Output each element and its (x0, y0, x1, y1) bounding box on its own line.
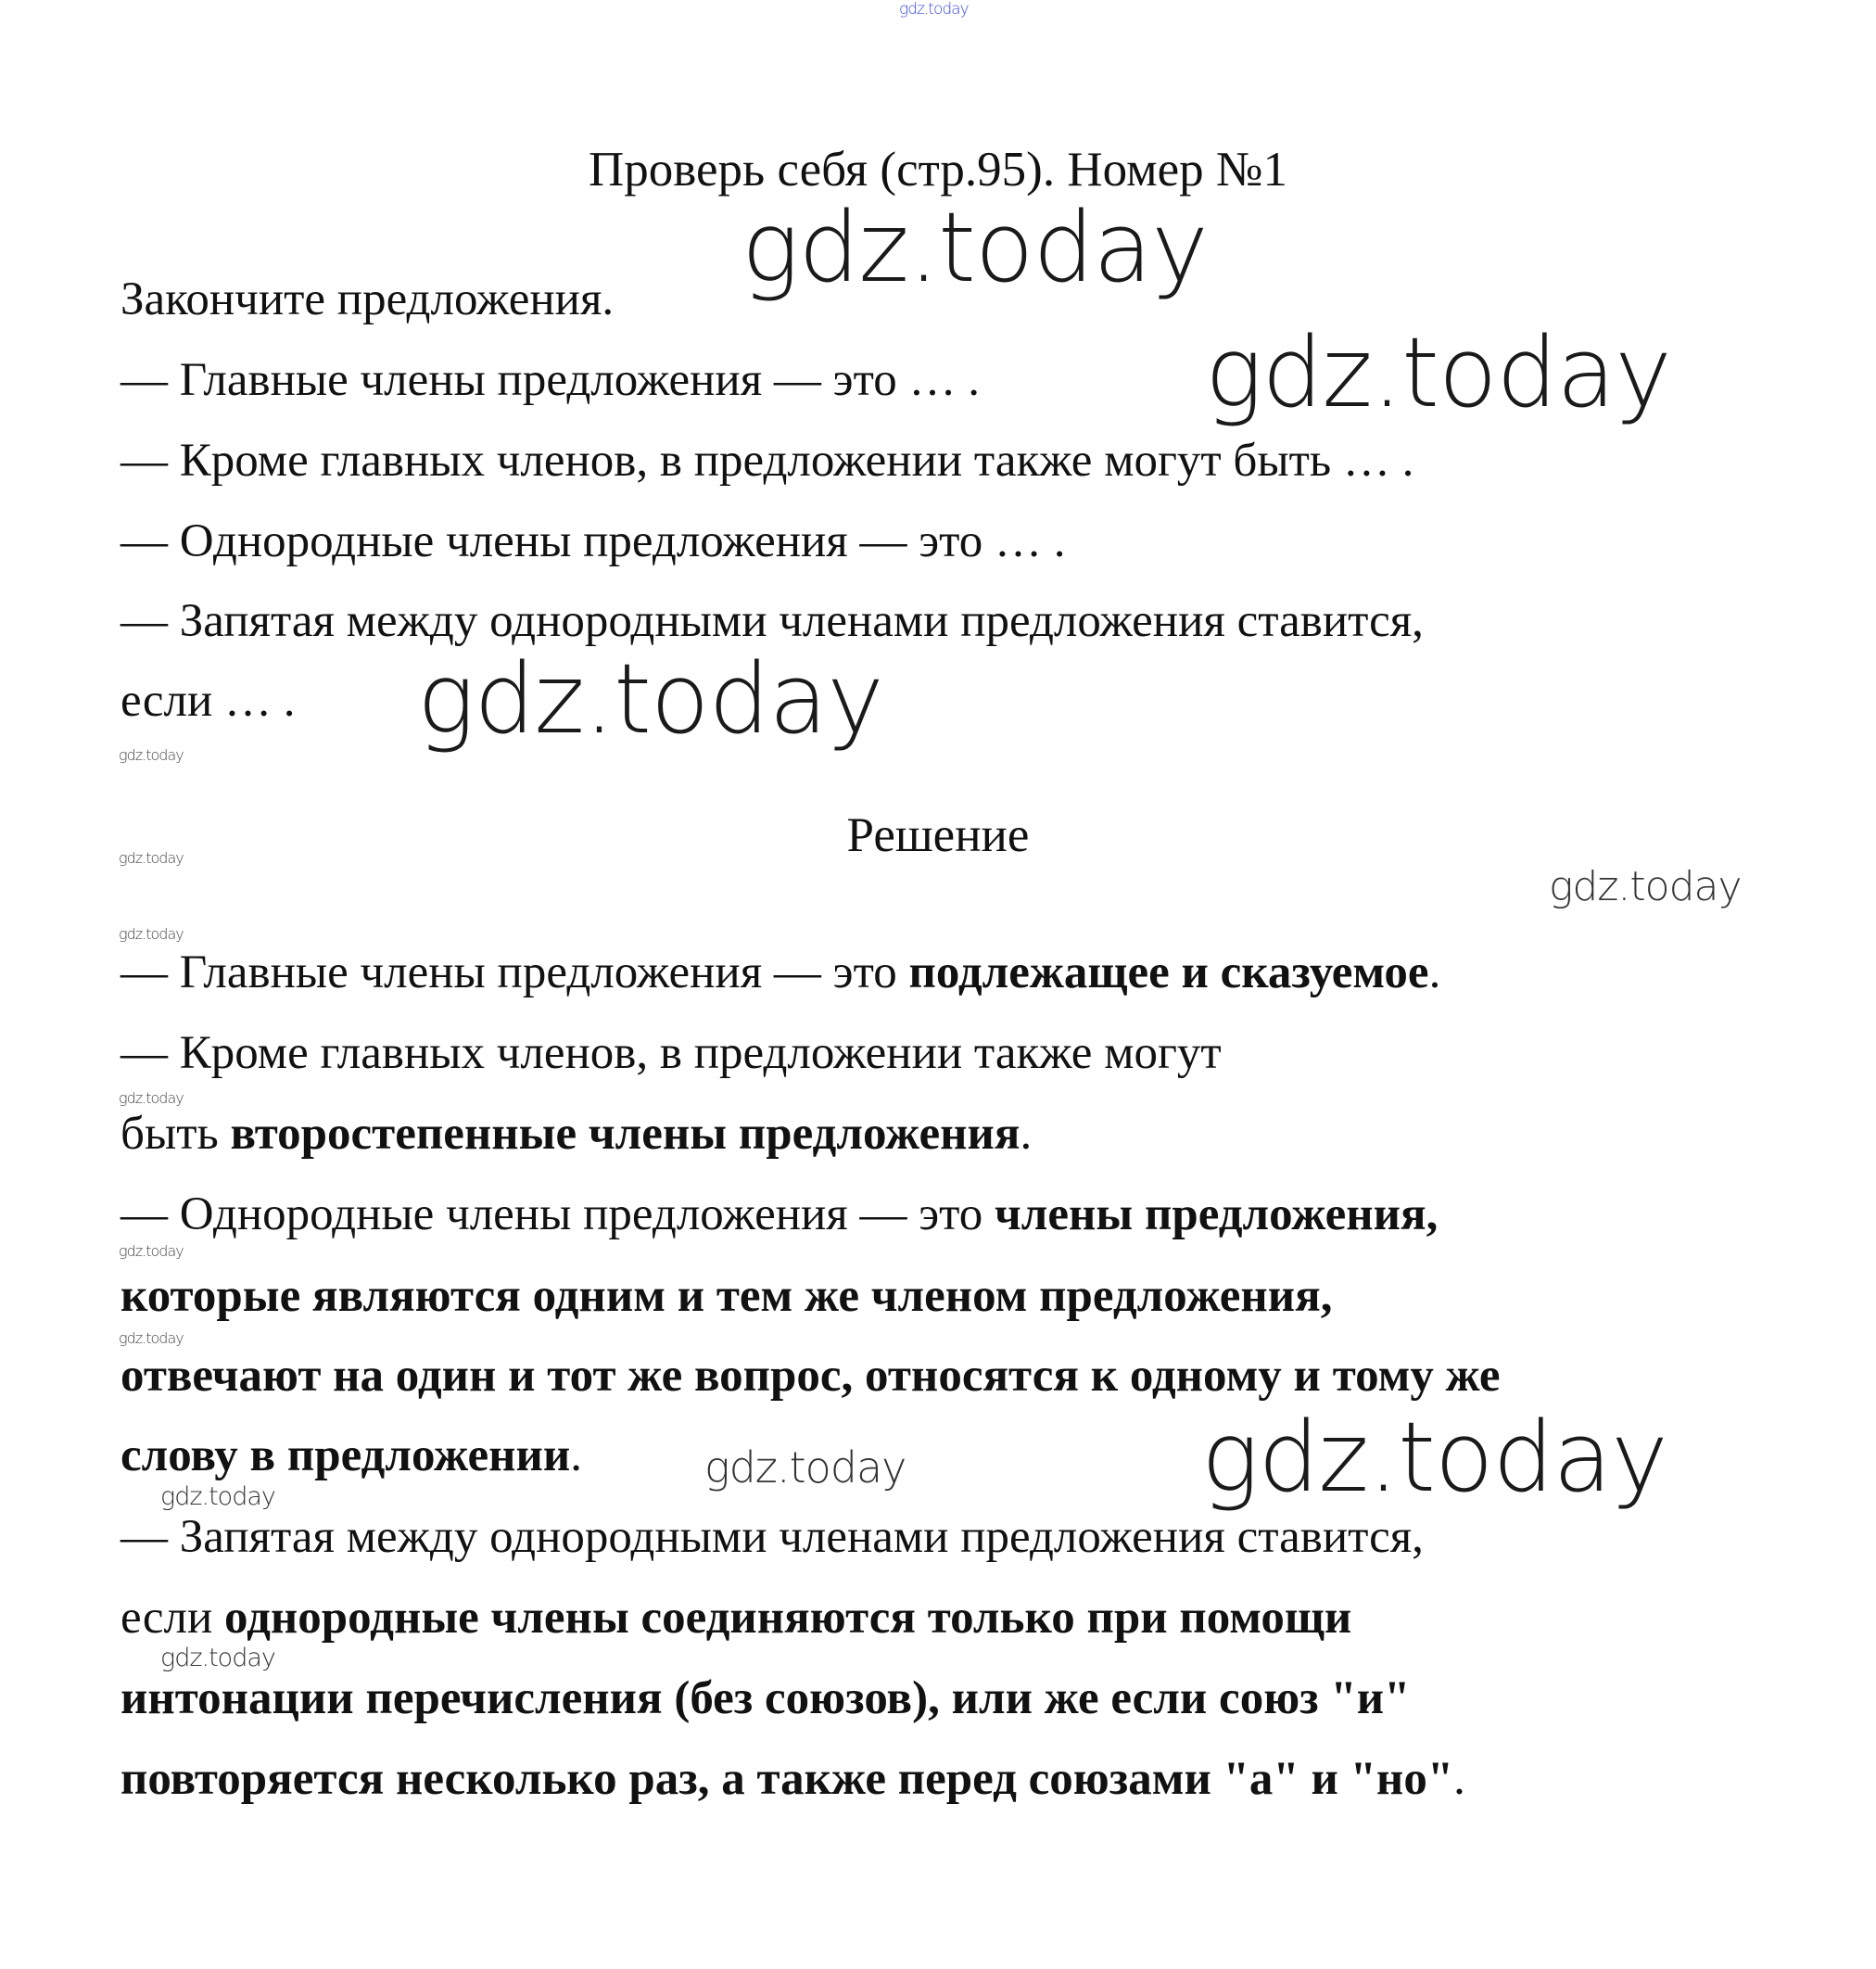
answer-line (120, 1670, 1410, 1726)
answer-bold: которые являются одним и тем же членом предложения, (120, 1270, 1333, 1322)
task-line: — Однородные члены предложения — это … . (120, 515, 1066, 567)
answer-text: . (1020, 1108, 1033, 1160)
task-line: — Главные члены предложения — это … . (120, 354, 980, 406)
answer-bold: члены предложения, (995, 1188, 1439, 1240)
answer-text: если (120, 1592, 225, 1644)
answer-bold: отвечают на один и тот же вопрос, относятся к одному и тому же (120, 1350, 1501, 1402)
watermark: gdz.today (119, 849, 184, 867)
watermark: gdz.today (119, 746, 184, 764)
answer-line (120, 1751, 1465, 1807)
answer-bold: однородные члены соединяются только при помощи (224, 1592, 1352, 1644)
answer-bold: слову в предложении (120, 1429, 571, 1481)
answer-line (120, 945, 1440, 1000)
watermark: gdz.today (119, 1242, 184, 1260)
task-line: если … . (120, 675, 296, 727)
watermark: gdz.today (119, 925, 184, 943)
answer-line (120, 1268, 1333, 1324)
answer-line (120, 1509, 1424, 1565)
watermark: gdz.today (742, 191, 1208, 304)
watermark: gdz.today (417, 642, 883, 756)
answer-text: . (570, 1429, 583, 1481)
answer-bold: интонации перечисления (без союзов), или же если союз "и" (120, 1672, 1411, 1724)
watermark: gdz.today (1549, 863, 1742, 910)
watermark: gdz.today (160, 1482, 275, 1511)
watermark: gdz.today (160, 1644, 275, 1672)
answer-line (120, 1187, 1438, 1242)
answer-text: — Запятая между однородными членами предложения ставится, (120, 1511, 1424, 1563)
answer-bold: повторяется несколько раз, а также перед союзами "а" и "но" (120, 1753, 1454, 1805)
page-title: Проверь себя (стр.95). Номер №1 (589, 143, 1287, 197)
answer-line (120, 1428, 582, 1483)
answer-line (120, 1348, 1501, 1404)
answer-bold: второстепенные члены предложения (230, 1108, 1020, 1160)
watermark: gdz.today (1201, 1401, 1667, 1514)
answer-text: — Однородные члены предложения — это (120, 1188, 995, 1240)
solution-heading: Решение (846, 808, 1030, 862)
answer-text: быть (120, 1108, 231, 1160)
watermark: gdz.today (119, 1329, 184, 1347)
answer-text: — Главные члены предложения — это (120, 946, 909, 998)
answer-text: . (1453, 1753, 1465, 1805)
answer-line (120, 1025, 1222, 1081)
answer-text: . (1428, 946, 1441, 998)
watermark: gdz.today (119, 1089, 184, 1107)
watermark: gdz.today (1205, 316, 1671, 429)
task-line: — Кроме главных членов, в предложении также могут быть … . (120, 435, 1414, 487)
answer-line (120, 1590, 1351, 1645)
watermark: gdz.today (704, 1442, 906, 1493)
answer-text: — Кроме главных членов, в предложении также могут (120, 1027, 1222, 1079)
answer-line (120, 1106, 1032, 1162)
task-line: — Запятая между однородными членами предложения ставится, (120, 595, 1424, 647)
task-intro: Закончите предложения. (120, 273, 615, 325)
watermark: gdz.today (899, 0, 969, 19)
answer-bold: подлежащее и сказуемое (908, 946, 1429, 998)
